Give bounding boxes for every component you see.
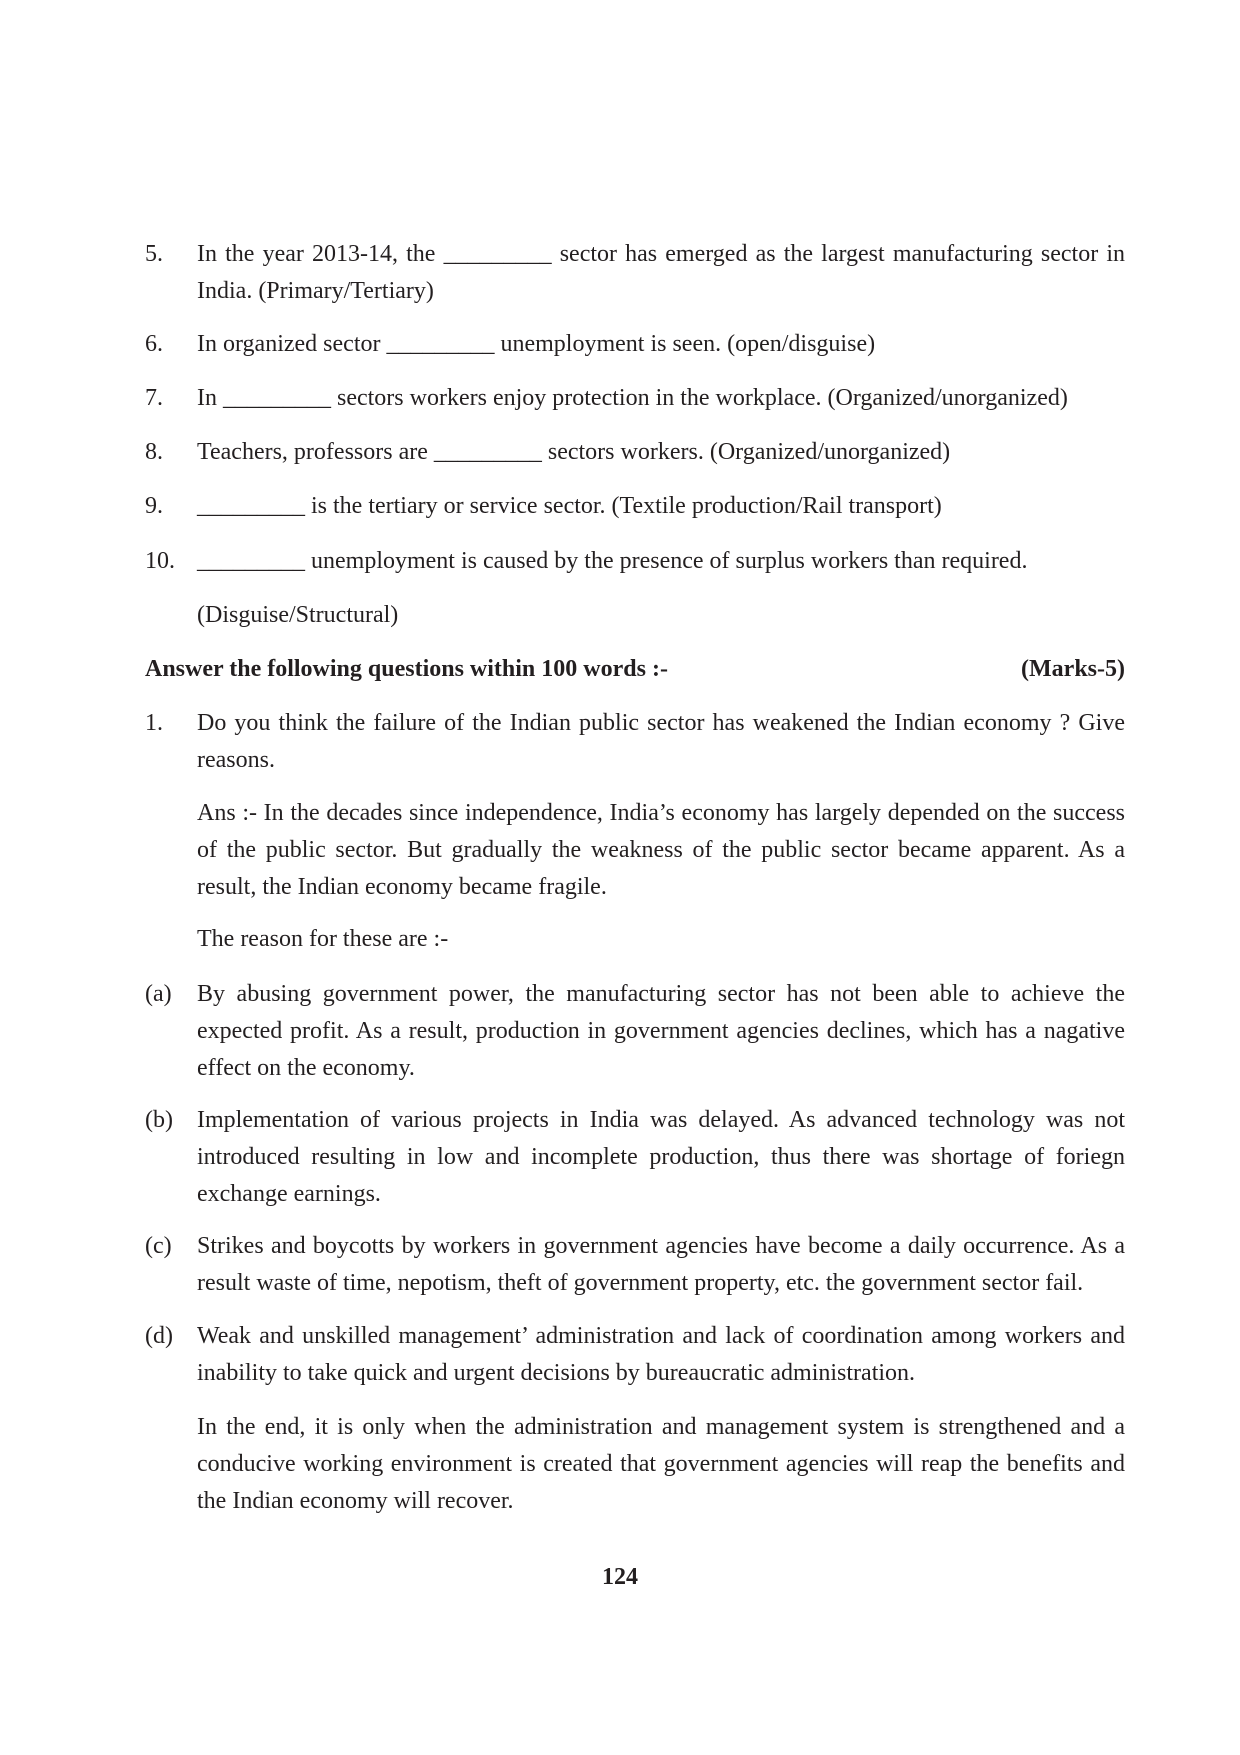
- reason-heading: The reason for these are :-: [197, 926, 449, 952]
- reason-text: Weak and unskilled management’ administration and lack of coordination among workers and inability to take quick and urgent decisions by bureaucratic administration.: [197, 1323, 1125, 1386]
- answer-intro: Ans :- In the decades since independence, India’s economy has largely depended on the success of the public sector. But gradually the weakness of the public sector became apparent. As a result, the Indian economy became fragile.: [197, 800, 1125, 900]
- question-1: [145, 705, 1125, 779]
- reason-d: [145, 1318, 1125, 1392]
- item-text: In the year 2013-14, the _________ sector has emerged as the largest manufacturing sector in India. (Primary/Tertiary): [197, 241, 1125, 304]
- reason-text: By abusing government power, the manufacturing sector has not been able to achieve the expected profit. As a result, production in government agencies declines, which has a nagative effect on the economy.: [197, 981, 1125, 1081]
- item-number: 8.: [145, 439, 163, 465]
- fill-blank-item-7: [145, 380, 1125, 417]
- reason-text: Implementation of various projects in India was delayed. As advanced technology was not introduced resulting in low and incomplete production, thus there was shortage of foriegn exchange earnings.: [197, 1107, 1125, 1207]
- section-heading-text: Answer the following questions within 100 words :-: [145, 656, 668, 682]
- item-text: In organized sector _________ unemployment is seen. (open/disguise): [197, 331, 876, 357]
- question-number: 1.: [145, 710, 163, 736]
- question-text: Do you think the failure of the Indian public sector has weakened the Indian economy ? Give reasons.: [197, 710, 1125, 773]
- reason-label: (d): [145, 1323, 173, 1349]
- conclusion: In the end, it is only when the administration and management system is strengthened and a conducive working environment is created that government agencies will reap the benefits and the Indian economy will recover.: [197, 1414, 1125, 1514]
- marks-label: (Marks-5): [1021, 656, 1125, 682]
- reason-c: [145, 1228, 1125, 1302]
- item-10-options: (Disguise/Structural): [197, 602, 399, 628]
- item-number: 5.: [145, 241, 163, 267]
- item-number: 7.: [145, 385, 163, 411]
- reason-text: Strikes and boycotts by workers in government agencies have become a daily occurrence. As a result waste of time, nepotism, theft of government property, etc. the government sector fail.: [197, 1233, 1125, 1296]
- item-number: 10.: [145, 548, 175, 574]
- reason-label: (a): [145, 981, 172, 1007]
- item-text: _________ is the tertiary or service sector. (Textile production/Rail transport): [197, 493, 942, 519]
- item-number: 9.: [145, 493, 163, 519]
- reason-b: [145, 1102, 1125, 1213]
- item-number: 6.: [145, 331, 163, 357]
- fill-blank-item-9: [145, 488, 1125, 525]
- fill-blank-item-5: [145, 236, 1125, 310]
- item-text: In _________ sectors workers enjoy protection in the workplace. (Organized/unorganized): [197, 385, 1068, 411]
- page-number: 124: [602, 1564, 638, 1590]
- item-text: _________ unemployment is caused by the presence of surplus workers than required.: [197, 548, 1028, 574]
- fill-blank-item-6: [145, 326, 1125, 363]
- reason-a: [145, 976, 1125, 1087]
- fill-blank-item-10: [145, 543, 1125, 580]
- section-heading: [145, 651, 1125, 688]
- reason-label: (c): [145, 1233, 172, 1259]
- item-text: Teachers, professors are _________ sectors workers. (Organized/unorganized): [197, 439, 951, 465]
- fill-blank-item-8: [145, 434, 1125, 471]
- reason-label: (b): [145, 1107, 173, 1133]
